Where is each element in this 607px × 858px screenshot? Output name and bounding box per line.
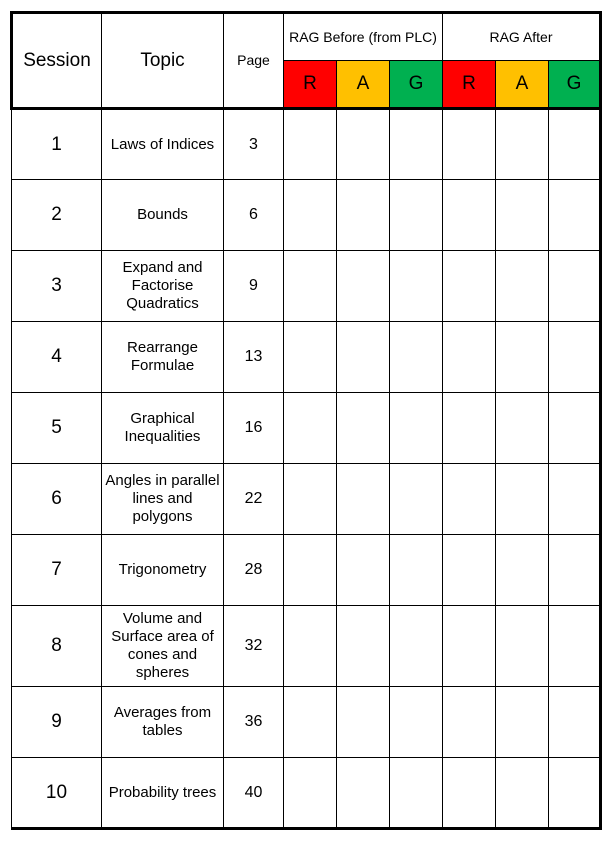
page-number: 16 [224, 393, 284, 464]
before-a-cell[interactable] [337, 535, 390, 606]
after-g-cell[interactable] [549, 109, 601, 180]
after-g-cell[interactable] [549, 180, 601, 251]
page-number: 3 [224, 109, 284, 180]
after-r-cell[interactable] [443, 251, 496, 322]
before-r-cell[interactable] [284, 606, 337, 687]
table-row [12, 109, 601, 180]
after-r-cell[interactable] [443, 464, 496, 535]
topic-name: Bounds [102, 180, 224, 251]
before-r-cell[interactable] [284, 322, 337, 393]
topic-name: Volume and Surface area of cones and spheres [102, 606, 224, 687]
after-g-cell[interactable] [549, 606, 601, 687]
session-number: 1 [12, 109, 102, 180]
after-g-cell[interactable] [549, 322, 601, 393]
before-a-cell[interactable] [337, 758, 390, 829]
after-r-cell[interactable] [443, 393, 496, 464]
before-g-cell[interactable] [390, 687, 443, 758]
after-a-cell[interactable] [496, 535, 549, 606]
after-r-cell[interactable] [443, 535, 496, 606]
table-row [12, 251, 601, 322]
after-r-cell[interactable] [443, 109, 496, 180]
table-row [12, 180, 601, 251]
after-g-header: G [549, 61, 601, 109]
before-g-cell[interactable] [390, 606, 443, 687]
before-a-cell[interactable] [337, 251, 390, 322]
page-number: 22 [224, 464, 284, 535]
before-a-cell[interactable] [337, 393, 390, 464]
before-r-cell[interactable] [284, 464, 337, 535]
before-g-cell[interactable] [390, 464, 443, 535]
page-number: 40 [224, 758, 284, 829]
after-a-cell[interactable] [496, 109, 549, 180]
session-number: 8 [12, 606, 102, 687]
topic-name: Graphical Inequalities [102, 393, 224, 464]
session-rows [12, 109, 601, 829]
topic-name: Rearrange Formulae [102, 322, 224, 393]
before-a-cell[interactable] [337, 606, 390, 687]
session-number: 5 [12, 393, 102, 464]
after-a-header: A [496, 61, 549, 109]
after-r-cell[interactable] [443, 758, 496, 829]
before-a-cell[interactable] [337, 322, 390, 393]
before-r-cell[interactable] [284, 758, 337, 829]
after-r-cell[interactable] [443, 606, 496, 687]
header-page: Page [224, 13, 284, 109]
before-a-cell[interactable] [337, 687, 390, 758]
topic-name: Angles in parallel lines and polygons [102, 464, 224, 535]
before-a-cell[interactable] [337, 180, 390, 251]
session-number: 2 [12, 180, 102, 251]
page-number: 28 [224, 535, 284, 606]
before-r-cell[interactable] [284, 535, 337, 606]
after-r-header: R [443, 61, 496, 109]
session-number: 6 [12, 464, 102, 535]
after-g-cell[interactable] [549, 251, 601, 322]
before-g-cell[interactable] [390, 109, 443, 180]
before-r-cell[interactable] [284, 251, 337, 322]
table-row [12, 535, 601, 606]
header-rag-before: RAG Before (from PLC) [284, 13, 443, 61]
rag-table [10, 11, 602, 830]
before-a-cell[interactable] [337, 109, 390, 180]
session-number: 9 [12, 687, 102, 758]
before-g-cell[interactable] [390, 393, 443, 464]
after-a-cell[interactable] [496, 464, 549, 535]
before-a-cell[interactable] [337, 464, 390, 535]
before-g-cell[interactable] [390, 322, 443, 393]
before-g-cell[interactable] [390, 758, 443, 829]
page-number: 32 [224, 606, 284, 687]
table-row [12, 606, 601, 687]
session-number: 3 [12, 251, 102, 322]
table-row [12, 393, 601, 464]
before-r-cell[interactable] [284, 109, 337, 180]
table-row [12, 464, 601, 535]
session-number: 7 [12, 535, 102, 606]
after-a-cell[interactable] [496, 758, 549, 829]
session-number: 4 [12, 322, 102, 393]
before-r-cell[interactable] [284, 687, 337, 758]
after-g-cell[interactable] [549, 535, 601, 606]
topic-name: Trigonometry [102, 535, 224, 606]
after-a-cell[interactable] [496, 393, 549, 464]
table-row [12, 687, 601, 758]
table-row [12, 758, 601, 829]
page-number: 36 [224, 687, 284, 758]
before-r-cell[interactable] [284, 393, 337, 464]
after-g-cell[interactable] [549, 393, 601, 464]
after-g-cell[interactable] [549, 464, 601, 535]
table-row [12, 322, 601, 393]
before-r-cell[interactable] [284, 180, 337, 251]
before-r-header: R [284, 61, 337, 109]
topic-name: Laws of Indices [102, 109, 224, 180]
header-topic: Topic [102, 13, 224, 109]
after-g-cell[interactable] [549, 687, 601, 758]
session-number: 10 [12, 758, 102, 829]
page-number: 13 [224, 322, 284, 393]
before-g-cell[interactable] [390, 251, 443, 322]
after-a-cell[interactable] [496, 687, 549, 758]
before-g-cell[interactable] [390, 535, 443, 606]
after-g-cell[interactable] [549, 758, 601, 829]
topic-name: Expand and Factorise Quadratics [102, 251, 224, 322]
page-number: 6 [224, 180, 284, 251]
before-g-header: G [390, 61, 443, 109]
after-a-cell[interactable] [496, 606, 549, 687]
after-r-cell[interactable] [443, 687, 496, 758]
before-g-cell[interactable] [390, 180, 443, 251]
after-r-cell[interactable] [443, 322, 496, 393]
after-r-cell[interactable] [443, 180, 496, 251]
after-a-cell[interactable] [496, 251, 549, 322]
page-number: 9 [224, 251, 284, 322]
topic-name: Probability trees [102, 758, 224, 829]
topic-name: Averages from tables [102, 687, 224, 758]
after-a-cell[interactable] [496, 322, 549, 393]
header-session: Session [12, 13, 102, 109]
header-rag-after: RAG After [443, 13, 601, 61]
before-a-header: A [337, 61, 390, 109]
after-a-cell[interactable] [496, 180, 549, 251]
